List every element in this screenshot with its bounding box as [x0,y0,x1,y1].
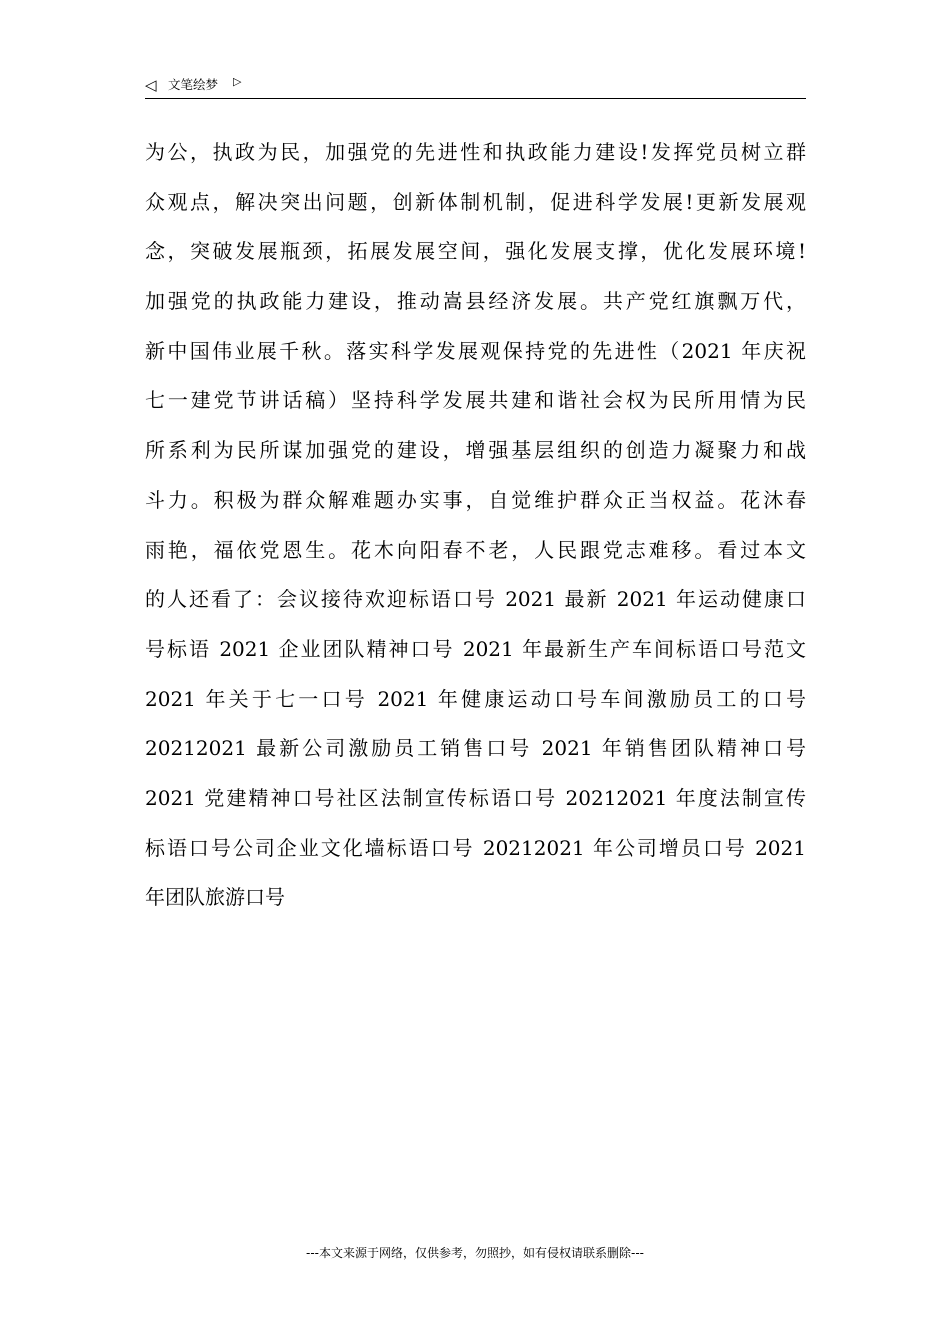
triangle-left-icon: ◁ [145,76,157,94]
body-line: 加强党的执政能力建设，推动嵩县经济发展。共产党红旗飘万代， [145,289,806,314]
header-title: 文笔绘梦 [168,77,219,92]
body-line: 七一建党节讲话稿）坚持科学发展共建和谐社会权为民所用情为民 [145,388,806,413]
page-header [145,74,806,99]
body-line: 所系利为民所谋加强党的建设，增强基层组织的创造力凝聚力和战 [145,438,806,463]
body-line: 年团队旅游口号 [145,885,285,910]
body-line: 20212021 最新公司激励员工销售口号 2021 年销售团队精神口号 [145,736,806,761]
body-line: 雨艳，福依党恩生。花木向阳春不老，人民跟党志难移。看过本文 [145,537,806,562]
body-line: 为公，执政为民，加强党的先进性和执政能力建设!发挥党员树立群 [145,140,806,164]
document-body [145,128,806,928]
body-line: 2021 党建精神口号社区法制宣传标语口号 20212021 年度法制宣传 [145,785,806,810]
body-line: 的人还看了：会议接待欢迎标语口号 2021 最新 2021 年运动健康口 [145,587,806,612]
body-line: 标语口号公司企业文化墙标语口号 20212021 年公司增员口号 2021 [145,835,806,860]
body-line: 斗力。积极为群众解难题办实事，自觉维护群众正当权益。花沐春 [145,487,806,512]
triangle-right-icon: ▷ [233,75,242,88]
page-footer: ---本文来源于网络，仅供参考，勿照抄，如有侵权请联系删除--- [306,1246,644,1260]
body-line: 念，突破发展瓶颈，拓展发展空间，强化发展支撑，优化发展环境! [145,239,806,264]
body-line: 新中国伟业展千秋。落实科学发展观保持党的先进性（2021 年庆祝 [145,338,806,363]
body-line: 2021 年关于七一口号 2021 年健康运动口号车间激励员工的口号 [145,686,806,711]
body-line: 众观点，解决突出问题，创新体制机制，促进科学发展!更新发展观 [145,189,806,214]
body-line: 号标语 2021 企业团队精神口号 2021 年最新生产车间标语口号范文 [145,636,806,661]
